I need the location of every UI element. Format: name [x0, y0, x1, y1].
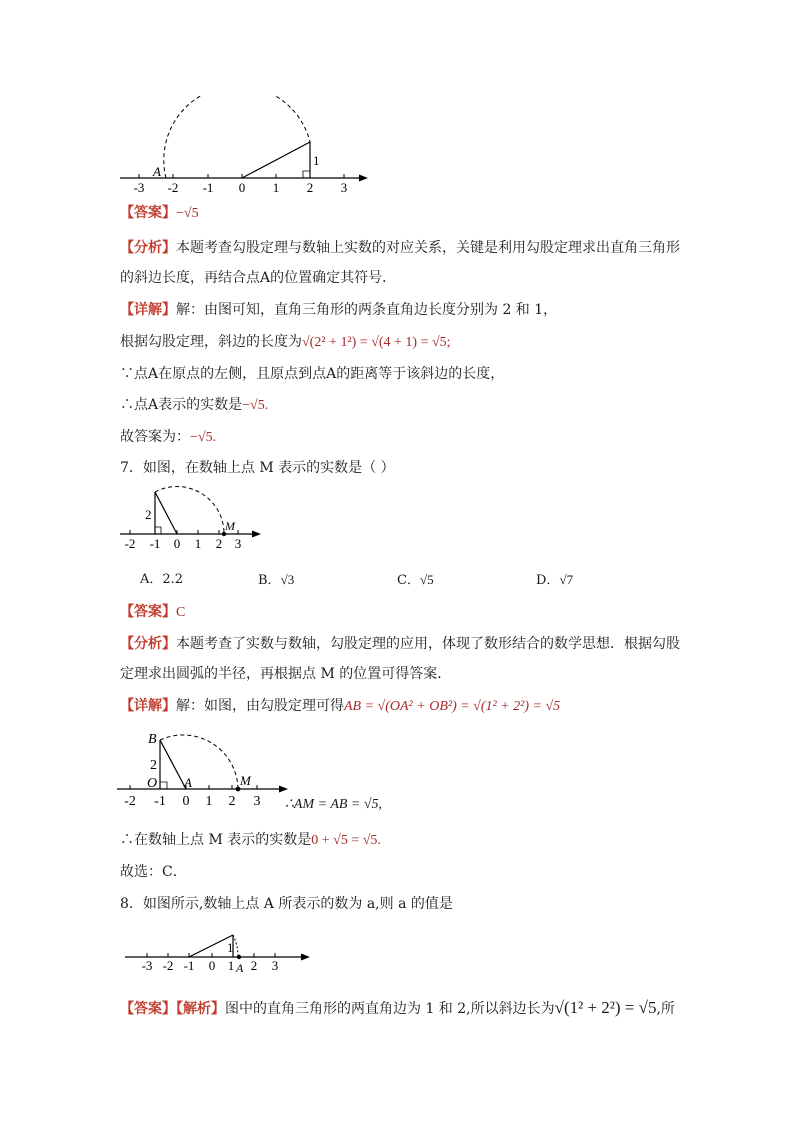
tick-label: -1	[183, 958, 195, 973]
analysis-text: 本题考查勾股定理与数轴上实数的对应关系，关键是利用勾股定理求出直角三角形	[176, 240, 680, 256]
q8-stem: 8．如图所示,数轴上点 A 所表示的数为 a,则 a 的值是	[120, 896, 453, 912]
tick-label: 3	[253, 794, 261, 809]
final-text: 故答案为：	[120, 429, 190, 445]
answer-tag: 【答案】	[120, 604, 176, 620]
tick-label: 3	[340, 180, 348, 195]
q7-detail	[120, 696, 560, 717]
tick-label: 0	[208, 958, 216, 973]
conclusion-text: ∴在数轴上点 M 表示的实数是	[120, 832, 312, 848]
q6-detail-1	[120, 300, 557, 320]
detail-text: 根据勾股定理，斜边的长度为	[120, 334, 302, 350]
option-b[interactable]	[258, 571, 294, 590]
detail-math: AB = √(OA² + OB²) = √(1² + 2²) = √5	[344, 699, 561, 714]
option-value: √7	[559, 572, 574, 587]
tick-label: -1	[154, 794, 166, 809]
point-a-label: A	[153, 164, 161, 179]
side-label: 1	[313, 153, 320, 168]
q6-detail-3: ∵点A在原点的左侧，且原点到点A的距离等于该斜边的长度，	[120, 366, 505, 382]
tick-label: 1	[194, 536, 202, 551]
detail-text: 解：由图可知，直角三角形的两条直角边长度分别为 2 和 1，	[176, 302, 558, 318]
point-a-label: A	[184, 775, 192, 790]
tick-label: 2	[306, 180, 314, 195]
analysis-tag: 【分析】	[120, 240, 176, 256]
detail-math: √(2² + 1²) = √(4 + 1) = √5;	[302, 335, 451, 350]
answer-tag: 【答案】	[120, 1001, 176, 1017]
tick-label: -3	[133, 180, 145, 195]
tick-label: -1	[202, 180, 214, 195]
option-value: √3	[280, 572, 295, 587]
tick-label: 0	[238, 180, 246, 195]
detail-text: ∴点A表示的实数是	[120, 397, 243, 413]
figure-number-line-q6	[110, 96, 380, 196]
point-o-label: O	[147, 776, 158, 791]
analysis-text: 本题考查了实数与数轴，勾股定理的应用，体现了数形结合的数学思想．根据勾股	[176, 636, 680, 652]
answer-value: −√5	[176, 206, 199, 221]
tick-label: 0	[182, 794, 190, 809]
final-math: −√5.	[190, 430, 217, 445]
answer-tag: 【答案】	[120, 205, 176, 221]
option-value: √5	[419, 572, 434, 587]
q7-am-equals-ab: ∴AM = AB = √5,	[285, 797, 383, 812]
option-letter: C．	[397, 573, 420, 588]
analysis-text-tail: ,所	[656, 1001, 675, 1017]
detail-text: 解：如图，由勾股定理可得	[176, 698, 344, 714]
option-c[interactable]	[397, 571, 434, 590]
q7-conclusion	[120, 830, 381, 851]
option-a[interactable]	[140, 571, 183, 589]
option-letter: A．	[140, 572, 163, 587]
q8-answer	[120, 998, 675, 1019]
option-letter: B．	[258, 573, 281, 588]
side-label: 1	[227, 940, 234, 955]
tick-label: -2	[162, 958, 174, 973]
point-m-label: M	[240, 773, 251, 788]
figure-number-line-q8	[120, 924, 320, 974]
q6-analysis-1	[120, 238, 680, 258]
tick-label: 3	[271, 958, 279, 973]
q6-detail-2	[120, 332, 451, 353]
answer-value: C	[176, 605, 186, 620]
point-a-label: A	[236, 961, 244, 974]
tick-label: 1	[272, 180, 280, 195]
figure-number-line-q7	[115, 484, 275, 554]
analysis-math: √(1² + 2²) = √5	[554, 998, 657, 1017]
tick-label: -1	[149, 536, 161, 551]
tick-label: -3	[141, 958, 153, 973]
q7-analysis-1	[120, 634, 680, 654]
point-m-label: M	[225, 519, 235, 533]
side-label: 2	[145, 507, 152, 522]
tick-label: -2	[167, 180, 179, 195]
point-b-label: B	[148, 732, 157, 747]
q7-stem: 7．如图，在数轴上点 M 表示的实数是（ ）	[120, 460, 395, 476]
tick-label: 0	[173, 536, 181, 551]
tick-label: 1	[205, 794, 213, 809]
figure-number-line-q7-detail	[112, 726, 292, 810]
tick-label: 3	[234, 536, 242, 551]
tick-label: 2	[250, 958, 258, 973]
analysis-text: 图中的直角三角形的两直角边为 1 和 2,所以斜边长为	[225, 1001, 555, 1017]
detail-tag: 【详解】	[120, 302, 176, 318]
conclusion-math: 0 + √5 = √5.	[311, 833, 381, 848]
q6-analysis-2: 的斜边长度，再结合点A的位置确定其符号．	[120, 270, 397, 286]
q7-analysis-2: 定理求出圆弧的半径，再根据点 M 的位置可得答案．	[120, 666, 452, 682]
option-value: 2.2	[162, 572, 184, 587]
side-label: 2	[150, 758, 157, 773]
q7-final: 故选：C．	[120, 864, 187, 880]
tick-label: 2	[228, 794, 236, 809]
detail-math: −√5.	[242, 398, 269, 413]
tick-label: -2	[124, 536, 136, 551]
q6-detail-4	[120, 395, 268, 416]
q6-answer	[120, 203, 199, 224]
option-d[interactable]	[536, 571, 573, 590]
q6-final	[120, 427, 216, 448]
option-letter: D．	[536, 573, 560, 588]
tick-label: 2	[215, 536, 223, 551]
tick-label: 1	[227, 958, 235, 973]
analysis-tag: 【分析】	[120, 636, 176, 652]
analysis-tag: 【解析】	[176, 1001, 225, 1017]
detail-tag: 【详解】	[120, 698, 176, 714]
q7-answer	[120, 602, 185, 623]
tick-label: -2	[124, 794, 136, 809]
